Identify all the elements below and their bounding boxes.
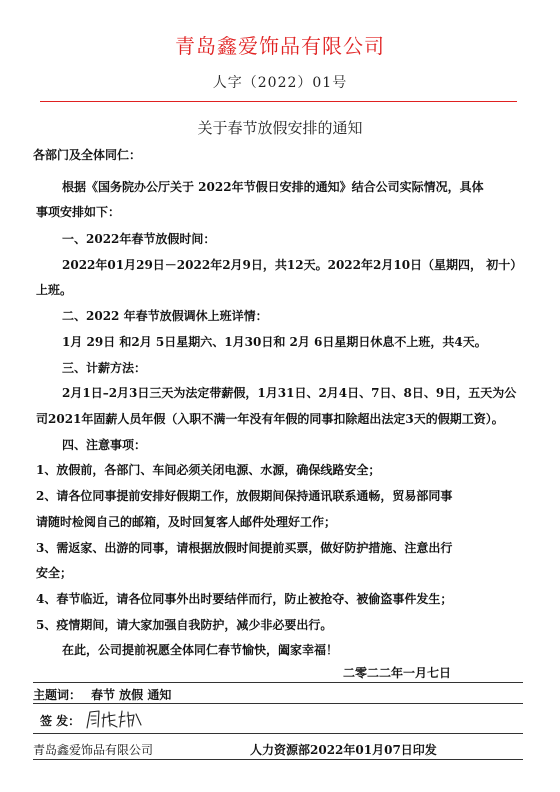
- notice-title: 关于春节放假安排的通知: [197, 119, 363, 137]
- section-line: 上班。: [36, 283, 73, 297]
- subject-label: 主题词：: [33, 688, 82, 702]
- notice-item: 请随时检阅自己的邮箱，及时回复客人邮件处理好工作；: [36, 515, 337, 529]
- issuer-company: 青岛鑫爱饰品有限公司: [33, 743, 154, 757]
- notice-item: 安全；: [36, 566, 73, 580]
- section-line: 1月 29日 和2月 5日星期六、1月30日和 2月 6日星期日休息不上班，共4天。: [62, 335, 487, 349]
- red-header-rule: [40, 101, 517, 102]
- section-line: 2月1日–2月3日三天为法定带薪假，1月31日、2月4日、7日、8日、9日，五天为公: [62, 386, 517, 400]
- divider: [33, 733, 523, 734]
- divider: [33, 759, 523, 760]
- notice-item: 2、请各位同事提前安排好假期工作，放假期间保持通讯联系通畅，贸易部同事: [36, 489, 453, 503]
- closing-greeting: 在此，公司提前祝愿全体同仁春节愉快，阖家幸福！: [62, 643, 339, 657]
- handwritten-signature: [84, 708, 146, 730]
- divider: [33, 703, 523, 704]
- notice-item: 4、春节临近，请各位同事外出时要结伴而行，防止被抢夺、被偷盗事件发生；: [36, 592, 453, 606]
- print-info: 人力资源部2022年01月07日印发: [250, 743, 437, 757]
- notice-item: 1、放假前，各部门、车间必须关闭电源、水源，确保线路安全；: [36, 463, 381, 477]
- subject-words: 春节 放假 通知: [91, 688, 172, 702]
- section-line: 2022年01月29日－2022年2月9日，共12天。2022年2月10日（星期四， 初十）: [62, 258, 523, 272]
- signer-label: 签 发：: [40, 714, 81, 728]
- section-heading: 一、2022年春节放假时间：: [62, 232, 216, 246]
- intro-line: 根据《国务院办公厅关于 2022年节假日安排的通知》结合公司实际情况，具体: [62, 180, 484, 194]
- issue-date: 二零二二年一月七日: [343, 666, 452, 680]
- section-heading: 四、注意事项：: [62, 438, 147, 452]
- section-heading: 二、2022 年春节放假调休上班详情：: [62, 309, 268, 323]
- intro-line: 事项安排如下：: [36, 205, 121, 219]
- salutation: 各部门及全体同仁：: [33, 148, 142, 162]
- notice-item: 5、疫情期间，请大家加强自我防护，减少非必要出行。: [36, 618, 333, 632]
- notice-item: 3、需返家、出游的同事，请根据放假时间提前买票，做好防护措施、注意出行: [36, 541, 453, 555]
- section-heading: 三、计薪方法：: [62, 361, 147, 375]
- divider: [33, 682, 523, 683]
- document-number: 人字（2022）01号: [212, 75, 348, 91]
- section-line: 司2021年固薪人员年假（入职不满一年没有年假的同事扣除超出法定3天的假期工资）。: [36, 412, 504, 426]
- company-title: 青岛鑫爱饰品有限公司: [175, 34, 385, 58]
